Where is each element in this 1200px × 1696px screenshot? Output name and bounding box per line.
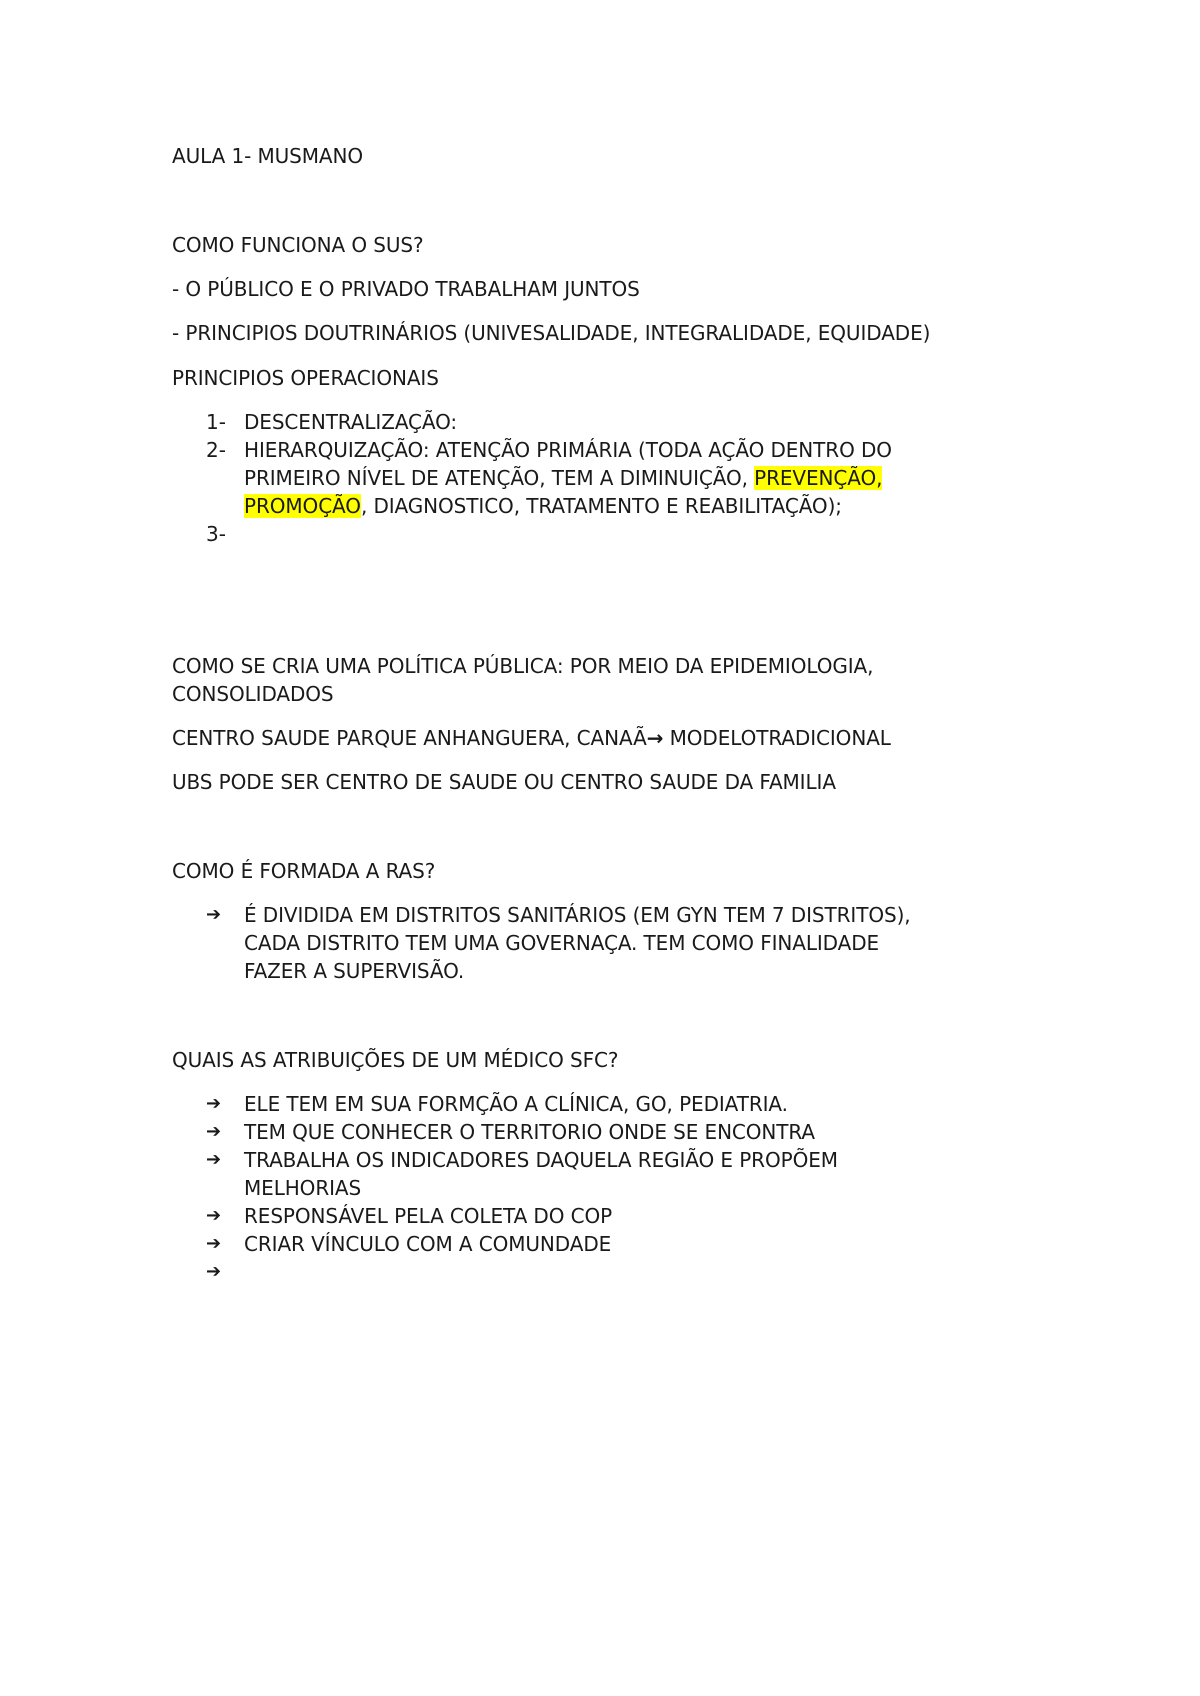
list-item-hierarchy-line3 [244,492,842,520]
ubs-line: UBS PODE SER CENTRO DE SAUDE OU CENTRO SAUDE DA FAMILIA [172,770,836,794]
arrow-bullet-icon: ➔ [206,1093,222,1114]
arrow-bullet-icon: ➔ [206,1233,222,1254]
operational-principles-heading: PRINCIPIOS OPERACIONAIS [172,366,439,390]
medico-list-item: RESPONSÁVEL PELA COLETA DO COP [244,1204,613,1228]
sus-heading: COMO FUNCIONA O SUS? [172,233,424,257]
text-run: , DIAGNOSTICO, TRATAMENTO E REABILITAÇÃO); [360,494,842,518]
ras-heading: COMO É FORMADA A RAS? [172,859,436,883]
sus-line-doctrinal-principles: - PRINCIPIOS DOUTRINÁRIOS (UNIVESALIDADE, INTEGRALIDADE, EQUIDADE) [172,321,931,345]
arrow-right-icon: → [646,726,664,750]
medico-list-item: TEM QUE CONHECER O TERRITORIO ONDE SE ENCONTRA [244,1120,815,1144]
medico-heading: QUAIS AS ATRIBUIÇÕES DE UM MÉDICO SFC? [172,1048,619,1072]
ras-bullet-line2: CADA DISTRITO TEM UMA GOVERNAÇA. TEM COMO FINALIDADE [244,931,880,955]
policy-line-1: COMO SE CRIA UMA POLÍTICA PÚBLICA: POR MEIO DA EPIDEMIOLOGIA, [172,654,874,678]
list-item-hierarchy-line2 [244,464,882,492]
arrow-bullet-icon: ➔ [206,904,222,925]
highlight-promocao: PROMOÇÃO [244,494,361,518]
ras-bullet-line3: FAZER A SUPERVISÃO. [244,959,465,983]
list-number: 2- [206,438,226,462]
policy-line-2: CONSOLIDADOS [172,682,334,706]
medico-list-item: TRABALHA OS INDICADORES DAQUELA REGIÃO E PROPÕEM [244,1148,838,1172]
text-run: PRIMEIRO NÍVEL DE ATENÇÃO, TEM A DIMINUIÇÃO, [244,466,755,490]
text-run: CENTRO SAUDE PARQUE ANHANGUERA, CANAÃ [172,726,647,750]
arrow-bullet-icon: ➔ [206,1149,222,1170]
medico-list-item: ELE TEM EM SUA FORMÇÃO A CLÍNICA, GO, PEDIATRIA. [244,1092,788,1116]
medico-list-item: CRIAR VÍNCULO COM A COMUNDADE [244,1232,612,1256]
document-title: AULA 1- MUSMANO [172,144,363,168]
text-run: MODELOTRADICIONAL [663,726,891,750]
ras-bullet-line1: É DIVIDIDA EM DISTRITOS SANITÁRIOS (EM GYN TEM 7 DISTRITOS), [244,903,911,927]
sus-line-public-private: - O PÚBLICO E O PRIVADO TRABALHAM JUNTOS [172,277,640,301]
list-item-decentralization: DESCENTRALIZAÇÃO: [244,410,458,434]
arrow-bullet-icon: ➔ [206,1261,222,1282]
centro-saude-line [172,724,891,752]
arrow-bullet-icon: ➔ [206,1121,222,1142]
highlight-prevencao: PREVENÇÃO, [754,466,883,490]
list-item-hierarchy-line1: HIERARQUIZAÇÃO: ATENÇÃO PRIMÁRIA (TODA AÇÃO DENTRO DO [244,438,892,462]
arrow-bullet-icon: ➔ [206,1205,222,1226]
list-number: 3- [206,522,226,546]
list-number: 1- [206,410,226,434]
medico-list-item-cont: MELHORIAS [244,1176,362,1200]
